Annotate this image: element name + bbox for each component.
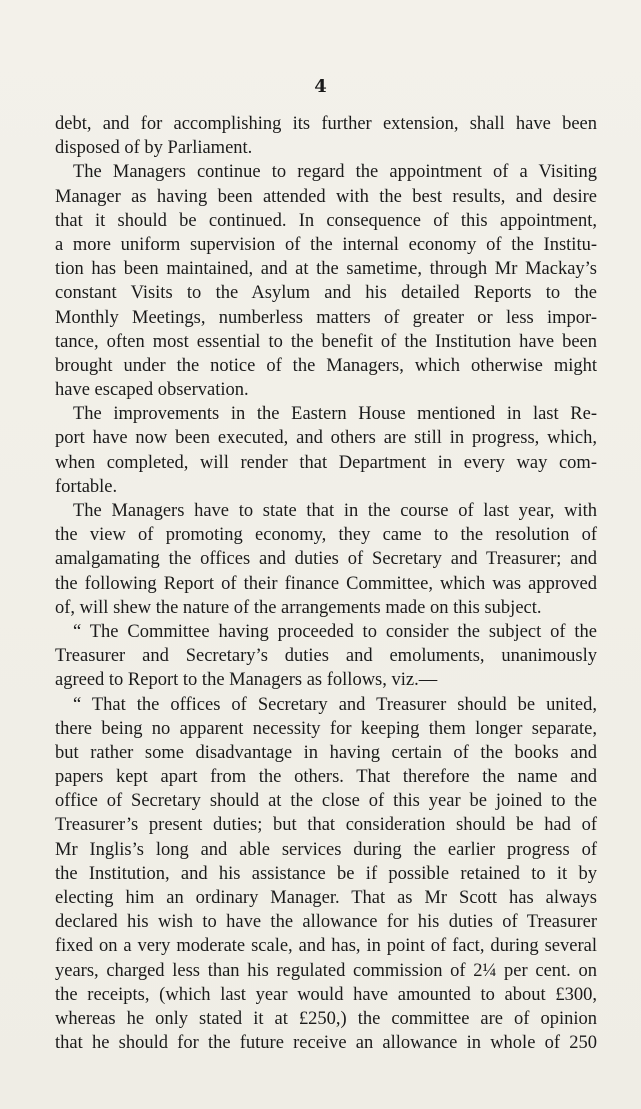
text-line: Manager as having been attended with the best results, and desire [55, 186, 597, 207]
text-line: “ That the offices of Secretary and Treasurer should be united, [73, 694, 597, 715]
text-line: Monthly Meetings, numberless matters of greater or less impor- [55, 307, 597, 328]
text-line: Treasurer and Secretary’s duties and emoluments, unanimously [55, 646, 597, 667]
text-line: papers kept apart from the others. That therefore the name and [55, 767, 597, 788]
text-line: amalgamating the offices and duties of Secretary and Treasurer; and [55, 549, 597, 570]
text-line: when completed, will render that Department in every way com- [55, 452, 597, 473]
text-line: brought under the notice of the Managers, which otherwise might [55, 355, 597, 376]
text-line: electing him an ordinary Manager. That as Mr Scott has always [55, 888, 597, 908]
text-line: the view of promoting economy, they came to the resolution of [55, 525, 597, 546]
text-line: there being no apparent necessity for keeping them longer separate, [55, 718, 597, 739]
text-line: have escaped observation. [55, 380, 249, 401]
text-line: debt, and for accomplishing its further extension, shall have been [55, 114, 597, 134]
text-line: fortable. [55, 476, 118, 497]
page-number: 4 [314, 76, 327, 97]
text-line: the receipts, (which last year would have amounted to about £300, [55, 984, 597, 1005]
text-line: constant Visits to the Asylum and his detailed Reports to the [55, 283, 597, 304]
text-line: declared his wish to have the allowance for his duties of Treasurer [55, 912, 597, 933]
text-line: a more uniform supervision of the internal economy of the Institu- [55, 234, 597, 255]
text-line: “ The Committee having proceeded to consider the subject of the [73, 621, 597, 642]
text-line: whereas he only stated it at £250,) the committee are of opinion [55, 1008, 597, 1029]
text-line: port have now been executed, and others are still in progress, which, [55, 428, 597, 449]
text-line: Mr Inglis’s long and able services during the earlier progress of [55, 839, 597, 860]
text-line: disposed of by Parliament. [55, 138, 253, 159]
text-line: The improvements in the Eastern House mentioned in last Re- [73, 404, 597, 425]
text-line: Treasurer’s present duties; but that consideration should be had of [55, 815, 597, 836]
text-line: the Institution, and his assistance be if possible retained to it by [55, 863, 597, 884]
text-line: of, will shew the nature of the arrangements made on this subject. [55, 597, 542, 618]
text-line: office of Secretary should at the close of this year be joined to the [55, 791, 597, 812]
text-line: fixed on a very moderate scale, and has, in point of fact, during several [55, 936, 597, 957]
text-line: years, charged less than his regulated commission of 2¼ per cent. on [55, 960, 597, 981]
text-line: agreed to Report to the Managers as follows, viz.— [55, 670, 438, 691]
body-text [55, 112, 597, 1055]
text-line: the following Report of their finance Committee, which was approved [55, 573, 597, 594]
text-line: but rather some disadvantage in having certain of the books and [55, 742, 597, 763]
text-line: that it should be continued. In consequence of this appointment, [55, 210, 597, 231]
text-line: tance, often most essential to the benefit of the Institution have been [55, 331, 597, 352]
text-line: tion has been maintained, and at the sametime, through Mr Mackay’s [55, 259, 597, 280]
text-line: that he should for the future receive an allowance in whole of 250 [55, 1033, 597, 1054]
text-line: The Managers have to state that in the course of last year, with [73, 501, 597, 521]
text-line: The Managers continue to regard the appointment of a Visiting [73, 162, 597, 183]
